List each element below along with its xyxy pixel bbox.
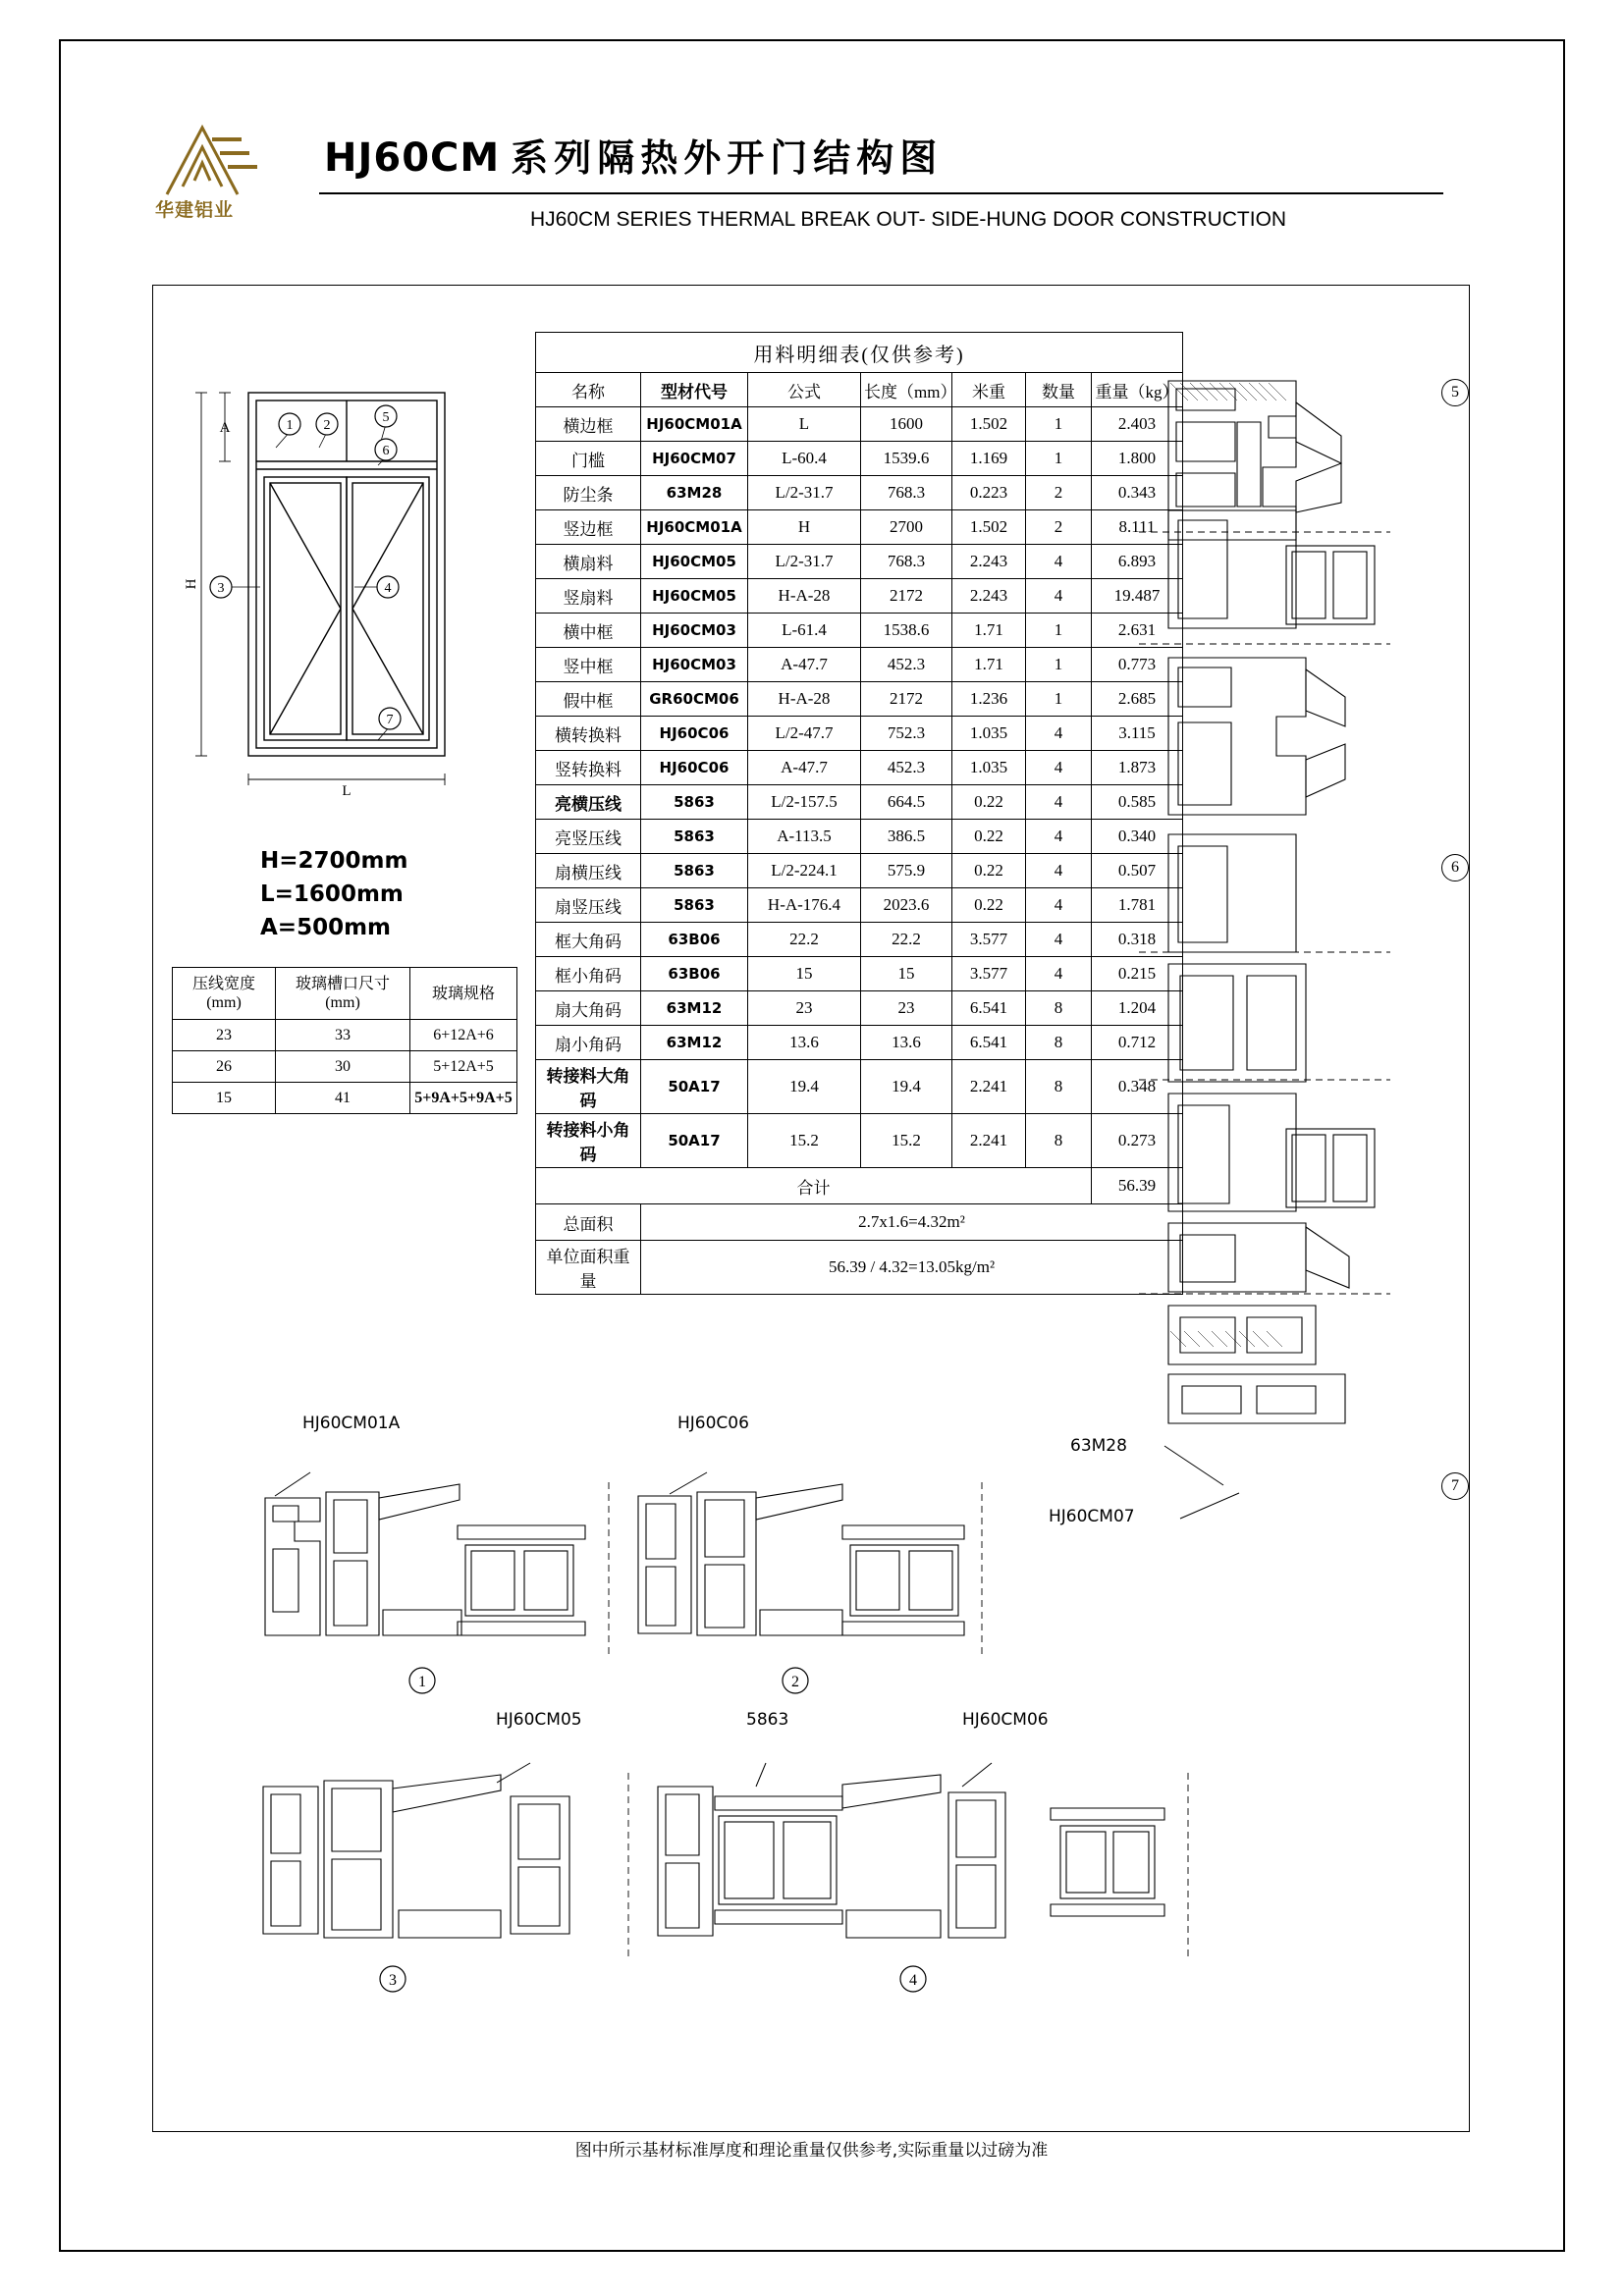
bom-cell-name: 竖边框 (536, 510, 641, 545)
table-row-area (536, 1204, 1183, 1241)
bom-unit-weight-value: 56.39 / 4.32=13.05kg/m² (641, 1241, 1183, 1295)
bom-cell-code: HJ60CM01A (641, 407, 748, 442)
table-row-unit-weight (536, 1241, 1183, 1295)
table-row (536, 476, 1183, 510)
bom-cell-code: 5863 (641, 854, 748, 888)
table-row (536, 1060, 1183, 1114)
bom-cell-meter-weight: 6.541 (952, 991, 1026, 1026)
bom-cell-formula: 13.6 (748, 1026, 861, 1060)
bom-cell-weight: 6.893 (1092, 545, 1183, 579)
bom-cell-code: 63B06 (641, 957, 748, 991)
bom-cell-code: 63M28 (641, 476, 748, 510)
bom-cell-meter-weight: 1.169 (952, 442, 1026, 476)
table-row (536, 717, 1183, 751)
bom-col-weight: 重量（kg） (1092, 373, 1183, 407)
bom-total-label: 合计 (536, 1168, 1092, 1204)
label-hj60cm05: HJ60CM05 (496, 1710, 582, 1730)
bom-cell-formula: H-A-176.4 (748, 888, 861, 923)
table-row (536, 614, 1183, 648)
bom-cell-formula: 23 (748, 991, 861, 1026)
bom-cell-qty: 4 (1026, 923, 1092, 957)
door-elevation-drawing (182, 363, 515, 805)
bom-cell-qty: 4 (1026, 545, 1092, 579)
svg-text:1: 1 (286, 418, 294, 433)
svg-text:2: 2 (323, 418, 331, 433)
svg-text:4: 4 (384, 581, 392, 596)
bom-cell-qty: 1 (1026, 648, 1092, 682)
bom-area-value: 2.7x1.6=4.32m² (641, 1204, 1183, 1241)
bom-cell-code: HJ60CM03 (641, 614, 748, 648)
bom-cell-length: 13.6 (861, 1026, 952, 1060)
label-hj60cm07: HJ60CM07 (1049, 1507, 1135, 1526)
table-row (536, 957, 1183, 991)
bom-cell-name: 框大角码 (536, 923, 641, 957)
dimension-l: L=1600mm (260, 881, 404, 907)
bom-cell-length: 15.2 (861, 1114, 952, 1168)
bom-cell-code: HJ60CM03 (641, 648, 748, 682)
svg-text:H: H (184, 578, 199, 590)
svg-text:3: 3 (217, 581, 225, 596)
cell: 6+12A+6 (410, 1020, 517, 1051)
bom-cell-meter-weight: 0.223 (952, 476, 1026, 510)
svg-text:5: 5 (382, 410, 390, 425)
bom-col-meter-weight: 米重 (952, 373, 1026, 407)
bom-cell-name: 转接料大角码 (536, 1060, 641, 1114)
bom-cell-name: 横中框 (536, 614, 641, 648)
svg-text:A: A (219, 420, 231, 436)
bom-cell-meter-weight: 2.241 (952, 1060, 1026, 1114)
table-header-row (536, 373, 1183, 407)
label-hj60cm01a: HJ60CM01A (302, 1414, 401, 1433)
bom-title: 用料明细表(仅供参考) (536, 333, 1183, 373)
bom-cell-length: 23 (861, 991, 952, 1026)
table-row (536, 1026, 1183, 1060)
section-marker-7: 7 (1441, 1472, 1469, 1500)
section-marker-5: 5 (1441, 379, 1469, 406)
bom-cell-meter-weight: 0.22 (952, 888, 1026, 923)
bom-cell-name: 假中框 (536, 682, 641, 717)
svg-text:6: 6 (382, 444, 390, 458)
table-row (536, 991, 1183, 1026)
bom-cell-code: HJ60CM01A (641, 510, 748, 545)
bom-cell-name: 转接料小角码 (536, 1114, 641, 1168)
section-marker-6: 6 (1441, 854, 1469, 881)
bom-cell-weight: 0.585 (1092, 785, 1183, 820)
bom-cell-formula: L/2-31.7 (748, 545, 861, 579)
bom-cell-qty: 8 (1026, 1060, 1092, 1114)
bom-cell-formula: 19.4 (748, 1060, 861, 1114)
bom-cell-meter-weight: 1.71 (952, 614, 1026, 648)
bom-cell-formula: L (748, 407, 861, 442)
bom-cell-formula: H (748, 510, 861, 545)
bom-cell-length: 15 (861, 957, 952, 991)
bom-cell-length: 768.3 (861, 545, 952, 579)
bom-cell-code: 63M12 (641, 991, 748, 1026)
table-row (536, 545, 1183, 579)
bom-cell-length: 452.3 (861, 648, 952, 682)
table-row (536, 407, 1183, 442)
bom-cell-name: 横转换料 (536, 717, 641, 751)
bom-cell-weight: 1.781 (1092, 888, 1183, 923)
bom-cell-meter-weight: 0.22 (952, 820, 1026, 854)
bom-cell-length: 1600 (861, 407, 952, 442)
svg-text:3: 3 (389, 1972, 397, 1989)
bom-cell-length: 575.9 (861, 854, 952, 888)
table-row (536, 442, 1183, 476)
bom-cell-weight: 2.685 (1092, 682, 1183, 717)
bom-cell-meter-weight: 0.22 (952, 785, 1026, 820)
bom-cell-length: 2700 (861, 510, 952, 545)
bom-cell-length: 452.3 (861, 751, 952, 785)
table-row (173, 1020, 517, 1051)
bom-cell-code: HJ60C06 (641, 717, 748, 751)
bom-cell-length: 2172 (861, 682, 952, 717)
title-divider (319, 192, 1443, 194)
company-logo (147, 118, 280, 226)
svg-text:1: 1 (418, 1674, 426, 1690)
title-english: HJ60CM SERIES THERMAL BREAK OUT- SIDE-HUNG DOOR CONSTRUCTION (530, 208, 1287, 231)
bom-cell-length: 2172 (861, 579, 952, 614)
bom-col-name: 名称 (536, 373, 641, 407)
cell: 26 (173, 1051, 276, 1083)
bom-cell-qty: 2 (1026, 510, 1092, 545)
bom-cell-name: 门槛 (536, 442, 641, 476)
bom-cell-weight: 0.343 (1092, 476, 1183, 510)
bom-cell-qty: 2 (1026, 476, 1092, 510)
svg-text:2: 2 (791, 1674, 799, 1690)
bom-cell-length: 1538.6 (861, 614, 952, 648)
bom-cell-weight: 0.215 (1092, 957, 1183, 991)
cell: 41 (276, 1083, 410, 1114)
bom-cell-code: 5863 (641, 785, 748, 820)
bom-cell-name: 亮横压线 (536, 785, 641, 820)
bom-cell-name: 框小角码 (536, 957, 641, 991)
bom-cell-meter-weight: 6.541 (952, 1026, 1026, 1060)
bom-cell-formula: H-A-28 (748, 579, 861, 614)
bom-cell-code: 50A17 (641, 1060, 748, 1114)
table-row (173, 1051, 517, 1083)
cell: 5+9A+5+9A+5 (410, 1083, 517, 1114)
table-row (536, 888, 1183, 923)
bom-total-value: 56.39 (1092, 1168, 1183, 1204)
table-row (536, 648, 1183, 682)
bom-cell-formula: A-47.7 (748, 648, 861, 682)
label-hj60c06: HJ60C06 (677, 1414, 749, 1433)
bom-cell-qty: 4 (1026, 888, 1092, 923)
bom-cell-weight: 3.115 (1092, 717, 1183, 751)
bom-cell-weight: 1.873 (1092, 751, 1183, 785)
bom-cell-meter-weight: 1.035 (952, 717, 1026, 751)
bom-cell-qty: 8 (1026, 1026, 1092, 1060)
label-5863: 5863 (746, 1710, 789, 1730)
bom-cell-qty: 4 (1026, 717, 1092, 751)
bom-cell-formula: L-60.4 (748, 442, 861, 476)
bom-cell-weight: 8.111 (1092, 510, 1183, 545)
bom-cell-length: 752.3 (861, 717, 952, 751)
bom-cell-formula: L-61.4 (748, 614, 861, 648)
table-row (536, 1114, 1183, 1168)
bom-cell-code: HJ60C06 (641, 751, 748, 785)
bom-cell-length: 22.2 (861, 923, 952, 957)
bom-cell-code: HJ60CM05 (641, 545, 748, 579)
bom-cell-name: 横扇料 (536, 545, 641, 579)
bom-cell-weight: 0.507 (1092, 854, 1183, 888)
table-row (536, 923, 1183, 957)
bom-col-length: 长度（mm） (861, 373, 952, 407)
bom-cell-weight: 0.340 (1092, 820, 1183, 854)
table-row (536, 682, 1183, 717)
bom-cell-meter-weight: 1.035 (952, 751, 1026, 785)
bom-unit-weight-label: 单位面积重量 (536, 1241, 641, 1295)
bom-area-label: 总面积 (536, 1204, 641, 1241)
bom-cell-formula: L/2-157.5 (748, 785, 861, 820)
bom-cell-qty: 4 (1026, 579, 1092, 614)
bom-cell-meter-weight: 3.577 (952, 957, 1026, 991)
bom-cell-length: 768.3 (861, 476, 952, 510)
bom-cell-length: 1539.6 (861, 442, 952, 476)
bom-cell-meter-weight: 3.577 (952, 923, 1026, 957)
bom-cell-formula: 15 (748, 957, 861, 991)
bom-cell-meter-weight: 1.71 (952, 648, 1026, 682)
bom-cell-name: 竖转换料 (536, 751, 641, 785)
table-row (173, 968, 517, 1020)
bom-cell-weight: 1.800 (1092, 442, 1183, 476)
bom-cell-length: 2023.6 (861, 888, 952, 923)
bom-cell-qty: 4 (1026, 751, 1092, 785)
bom-cell-qty: 1 (1026, 614, 1092, 648)
bom-cell-name: 亮竖压线 (536, 820, 641, 854)
horizontal-section-row-2 (245, 1757, 1306, 1993)
dimension-a: A=500mm (260, 915, 392, 940)
bom-cell-meter-weight: 1.502 (952, 407, 1026, 442)
bom-cell-name: 防尘条 (536, 476, 641, 510)
table-row (536, 751, 1183, 785)
glass-header-spec: 玻璃规格 (410, 968, 517, 1020)
bom-cell-qty: 1 (1026, 407, 1092, 442)
bom-col-qty: 数量 (1026, 373, 1092, 407)
bom-cell-name: 竖扇料 (536, 579, 641, 614)
bom-cell-code: 63B06 (641, 923, 748, 957)
cell: 30 (276, 1051, 410, 1083)
bom-cell-formula: A-113.5 (748, 820, 861, 854)
bom-cell-meter-weight: 2.243 (952, 579, 1026, 614)
bom-cell-formula: L/2-224.1 (748, 854, 861, 888)
dimension-notes (260, 844, 407, 944)
table-row-total (536, 1168, 1183, 1204)
bom-cell-weight: 0.318 (1092, 923, 1183, 957)
bom-cell-name: 扇竖压线 (536, 888, 641, 923)
table-title-row (536, 333, 1183, 373)
vertical-section-drawing (1139, 363, 1394, 1502)
dimension-h: H=2700mm (260, 848, 408, 874)
bom-cell-length: 664.5 (861, 785, 952, 820)
title-chinese: 系列隔热外开门结构图 (511, 136, 944, 180)
bom-cell-meter-weight: 1.236 (952, 682, 1026, 717)
label-hj60cm06: HJ60CM06 (962, 1710, 1049, 1730)
bom-cell-formula: A-47.7 (748, 751, 861, 785)
table-row (536, 820, 1183, 854)
bom-col-code: 型材代号 (641, 373, 748, 407)
bom-cell-code: 63M12 (641, 1026, 748, 1060)
bom-cell-formula: L/2-31.7 (748, 476, 861, 510)
svg-text:华建铝业: 华建铝业 (155, 199, 235, 221)
cell: 5+12A+5 (410, 1051, 517, 1083)
bom-cell-qty: 1 (1026, 442, 1092, 476)
glass-header-width: 压线宽度 (mm) (173, 968, 276, 1020)
bom-cell-weight: 0.712 (1092, 1026, 1183, 1060)
bill-of-materials-table (535, 332, 1183, 1295)
table-row (173, 1083, 517, 1114)
footnote: 图中所示基材标准厚度和理论重量仅供参考,实际重量以过磅为准 (574, 2141, 1049, 2161)
bom-cell-weight: 1.204 (1092, 991, 1183, 1026)
glass-spec-table (172, 967, 517, 1114)
bom-cell-meter-weight: 1.502 (952, 510, 1026, 545)
bom-cell-qty: 4 (1026, 820, 1092, 854)
table-row (536, 785, 1183, 820)
bom-cell-code: HJ60CM07 (641, 442, 748, 476)
bom-cell-length: 19.4 (861, 1060, 952, 1114)
bom-cell-weight: 0.773 (1092, 648, 1183, 682)
svg-text:7: 7 (386, 713, 394, 727)
table-row (536, 579, 1183, 614)
bom-cell-weight: 0.348 (1092, 1060, 1183, 1114)
bom-cell-name: 横边框 (536, 407, 641, 442)
bom-cell-name: 扇横压线 (536, 854, 641, 888)
bom-cell-formula: L/2-47.7 (748, 717, 861, 751)
horizontal-section-row-1 (245, 1463, 1306, 1698)
bom-cell-code: 50A17 (641, 1114, 748, 1168)
page-title (324, 128, 943, 182)
bom-col-formula: 公式 (748, 373, 861, 407)
cell: 33 (276, 1020, 410, 1051)
bom-cell-weight: 2.403 (1092, 407, 1183, 442)
svg-text:4: 4 (909, 1972, 917, 1989)
bom-cell-code: 5863 (641, 820, 748, 854)
bom-cell-name: 扇大角码 (536, 991, 641, 1026)
bom-cell-name: 竖中框 (536, 648, 641, 682)
table-row (536, 854, 1183, 888)
bom-cell-weight: 2.631 (1092, 614, 1183, 648)
bom-cell-weight: 0.273 (1092, 1114, 1183, 1168)
table-row (536, 510, 1183, 545)
bom-cell-code: GR60CM06 (641, 682, 748, 717)
bom-cell-meter-weight: 2.241 (952, 1114, 1026, 1168)
bom-cell-formula: 15.2 (748, 1114, 861, 1168)
bom-cell-weight: 19.487 (1092, 579, 1183, 614)
bom-cell-formula: 22.2 (748, 923, 861, 957)
bom-cell-meter-weight: 2.243 (952, 545, 1026, 579)
cell: 23 (173, 1020, 276, 1051)
bom-cell-qty: 1 (1026, 682, 1092, 717)
cell: 15 (173, 1083, 276, 1114)
bom-cell-length: 386.5 (861, 820, 952, 854)
bom-cell-qty: 8 (1026, 1114, 1092, 1168)
svg-text:L: L (342, 783, 352, 799)
title-series: HJ60CM (324, 135, 501, 181)
bom-cell-qty: 8 (1026, 991, 1092, 1026)
bom-cell-qty: 4 (1026, 785, 1092, 820)
bom-cell-code: 5863 (641, 888, 748, 923)
bom-cell-formula: H-A-28 (748, 682, 861, 717)
label-63m28: 63M28 (1070, 1436, 1127, 1456)
glass-header-groove: 玻璃槽口尺寸 (mm) (276, 968, 410, 1020)
bom-cell-name: 扇小角码 (536, 1026, 641, 1060)
bom-cell-meter-weight: 0.22 (952, 854, 1026, 888)
bom-cell-qty: 4 (1026, 957, 1092, 991)
bom-cell-qty: 4 (1026, 854, 1092, 888)
bom-cell-code: HJ60CM05 (641, 579, 748, 614)
